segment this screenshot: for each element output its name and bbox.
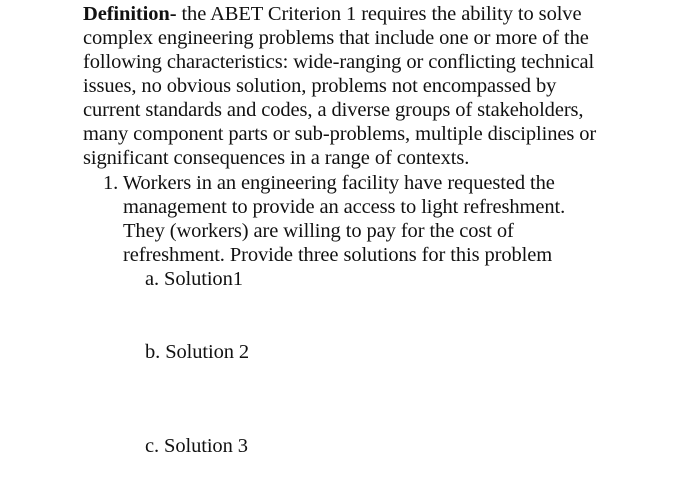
- question-line-1: 1. Workers in an engineering facility have requested the: [103, 172, 555, 194]
- solution-a: a. Solution1: [145, 268, 243, 290]
- definition-line-6: many component parts or sub-problems, multiple disciplines or: [83, 123, 597, 145]
- definition-line-2: complex engineering problems that include one or more of the: [83, 27, 589, 49]
- definition-term: Definition-: [83, 3, 177, 25]
- definition-line-1: [83, 2, 581, 26]
- definition-line-3: following characteristics: wide-ranging or conflicting technical: [83, 51, 595, 73]
- solution-c: c. Solution 3: [145, 435, 248, 457]
- definition-line-5: current standards and codes, a diverse groups of stakeholders,: [83, 99, 584, 121]
- definition-line-7: significant consequences in a range of contexts.: [83, 147, 470, 169]
- definition-line-4: issues, no obvious solution, problems not encompassed by: [83, 75, 557, 97]
- solution-b: b. Solution 2: [145, 341, 250, 363]
- question-line-3: They (workers) are willing to pay for the cost of: [123, 220, 514, 242]
- definition-text: the ABET Criterion 1 requires the ability to solve: [176, 3, 582, 25]
- question-line-4: refreshment. Provide three solutions for this problem: [123, 244, 553, 266]
- question-line-2: management to provide an access to light refreshment.: [123, 196, 566, 218]
